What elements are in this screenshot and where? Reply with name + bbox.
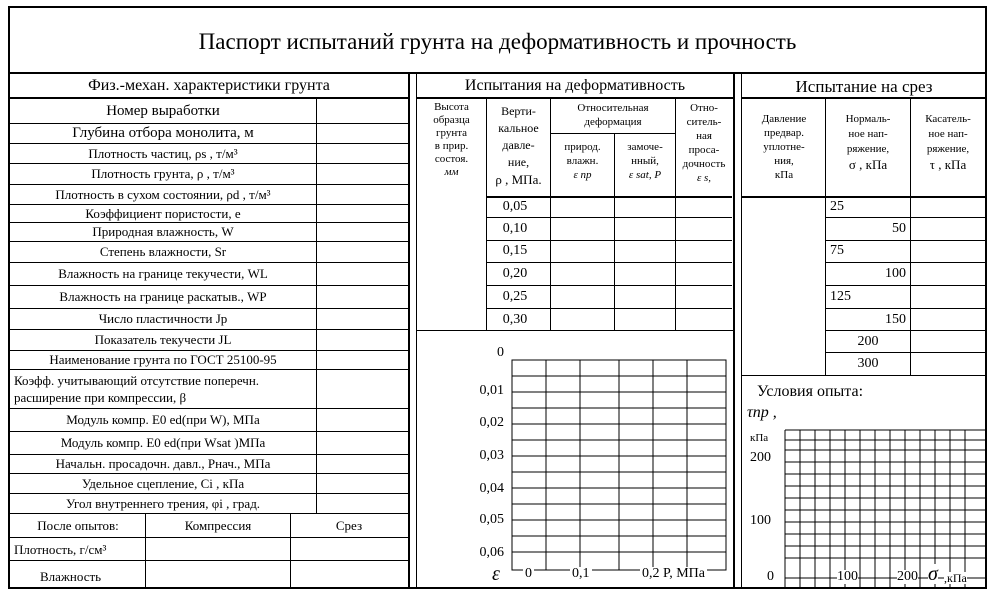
row-label: Начальн. просадочн. давл., Pнач., МПа xyxy=(55,456,271,471)
graph-y-label: 0,06 xyxy=(479,545,504,560)
row-label: Влажность на границе раскатыв., WP xyxy=(59,289,267,304)
row-label: Номер выработки xyxy=(106,103,220,119)
sigma-value: 300 xyxy=(857,356,879,371)
graph-y-label: 0,05 xyxy=(479,512,504,527)
row-label: Показатель текучести JL xyxy=(94,332,232,347)
graph-y-label: 0,04 xyxy=(479,481,504,496)
natural-moisture-header: природ. влажн. ε пр xyxy=(564,141,601,181)
saturated-header: замоче- нный, ε sat, P xyxy=(627,141,663,181)
shear-x-label: 100 xyxy=(837,569,858,584)
precompression-header: Давление предвар. уплотне- ния, кПа xyxy=(761,113,807,181)
height-column-header: Высота образца грунта в прир. состоя. мм xyxy=(433,101,470,178)
normal-stress-header: Нормаль- ное нап- ряжение, σ , кПа xyxy=(845,113,891,172)
row-label: Плотность грунта, ρ , т/м³ xyxy=(91,166,235,181)
pressure-value: 0,05 xyxy=(502,199,528,214)
shear-stress-header: Касатель- ное нап- ряжение, τ , кПа xyxy=(925,113,971,172)
left-section-header: Физ.-механ. характеристики грунта xyxy=(88,77,330,94)
row-label: Модуль компр. E0 ed(при Wsat )МПа xyxy=(60,435,266,450)
row-label: Плотность частиц, ρs , т/м³ xyxy=(88,146,238,161)
sigma-value: 50 xyxy=(892,221,906,236)
sigma-value: 200 xyxy=(857,334,879,349)
row-label: Модуль компр. E0 ed(при W), МПа xyxy=(66,412,260,427)
pressure-column-header: Верти- кальное давле- ние, ρ , МПа. xyxy=(495,104,542,187)
right-section-header: Испытание на срез xyxy=(795,77,933,96)
middle-section-header: Испытания на деформативность xyxy=(464,77,686,94)
row-label: Плотность в сухом состоянии, ρd , т/м³ xyxy=(55,187,271,202)
row-label: Наименование грунта по ГОСТ 25100-95 xyxy=(49,352,277,367)
graph-x-label: 0 xyxy=(525,566,532,581)
sigma-value: 25 xyxy=(830,199,844,214)
row-label: Влажность на границе текучести, WL xyxy=(58,266,268,281)
subsidence-header: Отно- ситель- ная проса- дочность ε s, xyxy=(682,102,726,184)
shear-y-label: 200 xyxy=(750,450,771,465)
row-label: Угол внутреннего трения, φi , град. xyxy=(65,496,261,511)
sigma-value: 150 xyxy=(885,312,906,327)
sigma-value: 100 xyxy=(885,266,906,281)
pressure-value: 0,15 xyxy=(502,243,528,258)
row-label: Коэфф. учитывающий отсутствие поперечн. xyxy=(14,373,260,388)
graph-y-label: 0,03 xyxy=(479,448,504,463)
row-label: Глубина отбора монолита, м xyxy=(72,125,254,141)
after-tests-label: После опытов: xyxy=(37,518,119,533)
graph-y-label: 0 xyxy=(497,345,504,360)
kpa-label: кПа xyxy=(750,432,769,444)
pressure-value: 0,10 xyxy=(502,221,528,236)
shear-x-unit: ,кПа xyxy=(944,571,967,585)
moisture-label: Влажность xyxy=(40,569,102,584)
graph-x-label: 0,1 xyxy=(572,566,590,581)
sigma-axis-label: σ xyxy=(928,563,938,585)
sigma-value: 75 xyxy=(830,243,844,258)
epsilon-axis-label: ε xyxy=(492,563,500,585)
row-label: Степень влажности, Sr xyxy=(99,244,227,259)
title-divider xyxy=(9,72,986,74)
graph-y-label: 0,02 xyxy=(479,415,504,430)
graph-x-label: 0,2 P, МПа xyxy=(642,566,706,581)
compression-label: Компрессия xyxy=(184,518,252,533)
row-label: Коэффициент пористости, e xyxy=(85,206,241,221)
test-conditions-label: Условия опыта: xyxy=(757,383,864,400)
row-label: расширение при компрессии, β xyxy=(14,390,187,405)
relative-deformation-header: Относительная деформация xyxy=(577,102,649,128)
row-label: Природная влажность, W xyxy=(92,224,234,239)
pressure-value: 0,25 xyxy=(502,289,528,304)
pressure-value: 0,20 xyxy=(502,266,528,281)
graph-y-label: 0,01 xyxy=(479,383,504,398)
sigma-value: 125 xyxy=(830,289,851,304)
row-label: Число пластичности Jp xyxy=(98,311,228,326)
pressure-value: 0,30 xyxy=(502,312,528,327)
density-label: Плотность, г/см³ xyxy=(14,542,107,557)
shear-y-label: 0 xyxy=(767,569,774,584)
shear-label: Срез xyxy=(335,518,363,533)
shear-x-label: 200 xyxy=(897,569,918,584)
row-label: Удельное сцепление, Ci , кПа xyxy=(81,476,245,491)
page-title: Паспорт испытаний грунта на деформативность и прочность xyxy=(198,29,797,54)
tau-axis-label: τпр , xyxy=(747,404,777,421)
shear-y-label: 100 xyxy=(750,513,771,528)
